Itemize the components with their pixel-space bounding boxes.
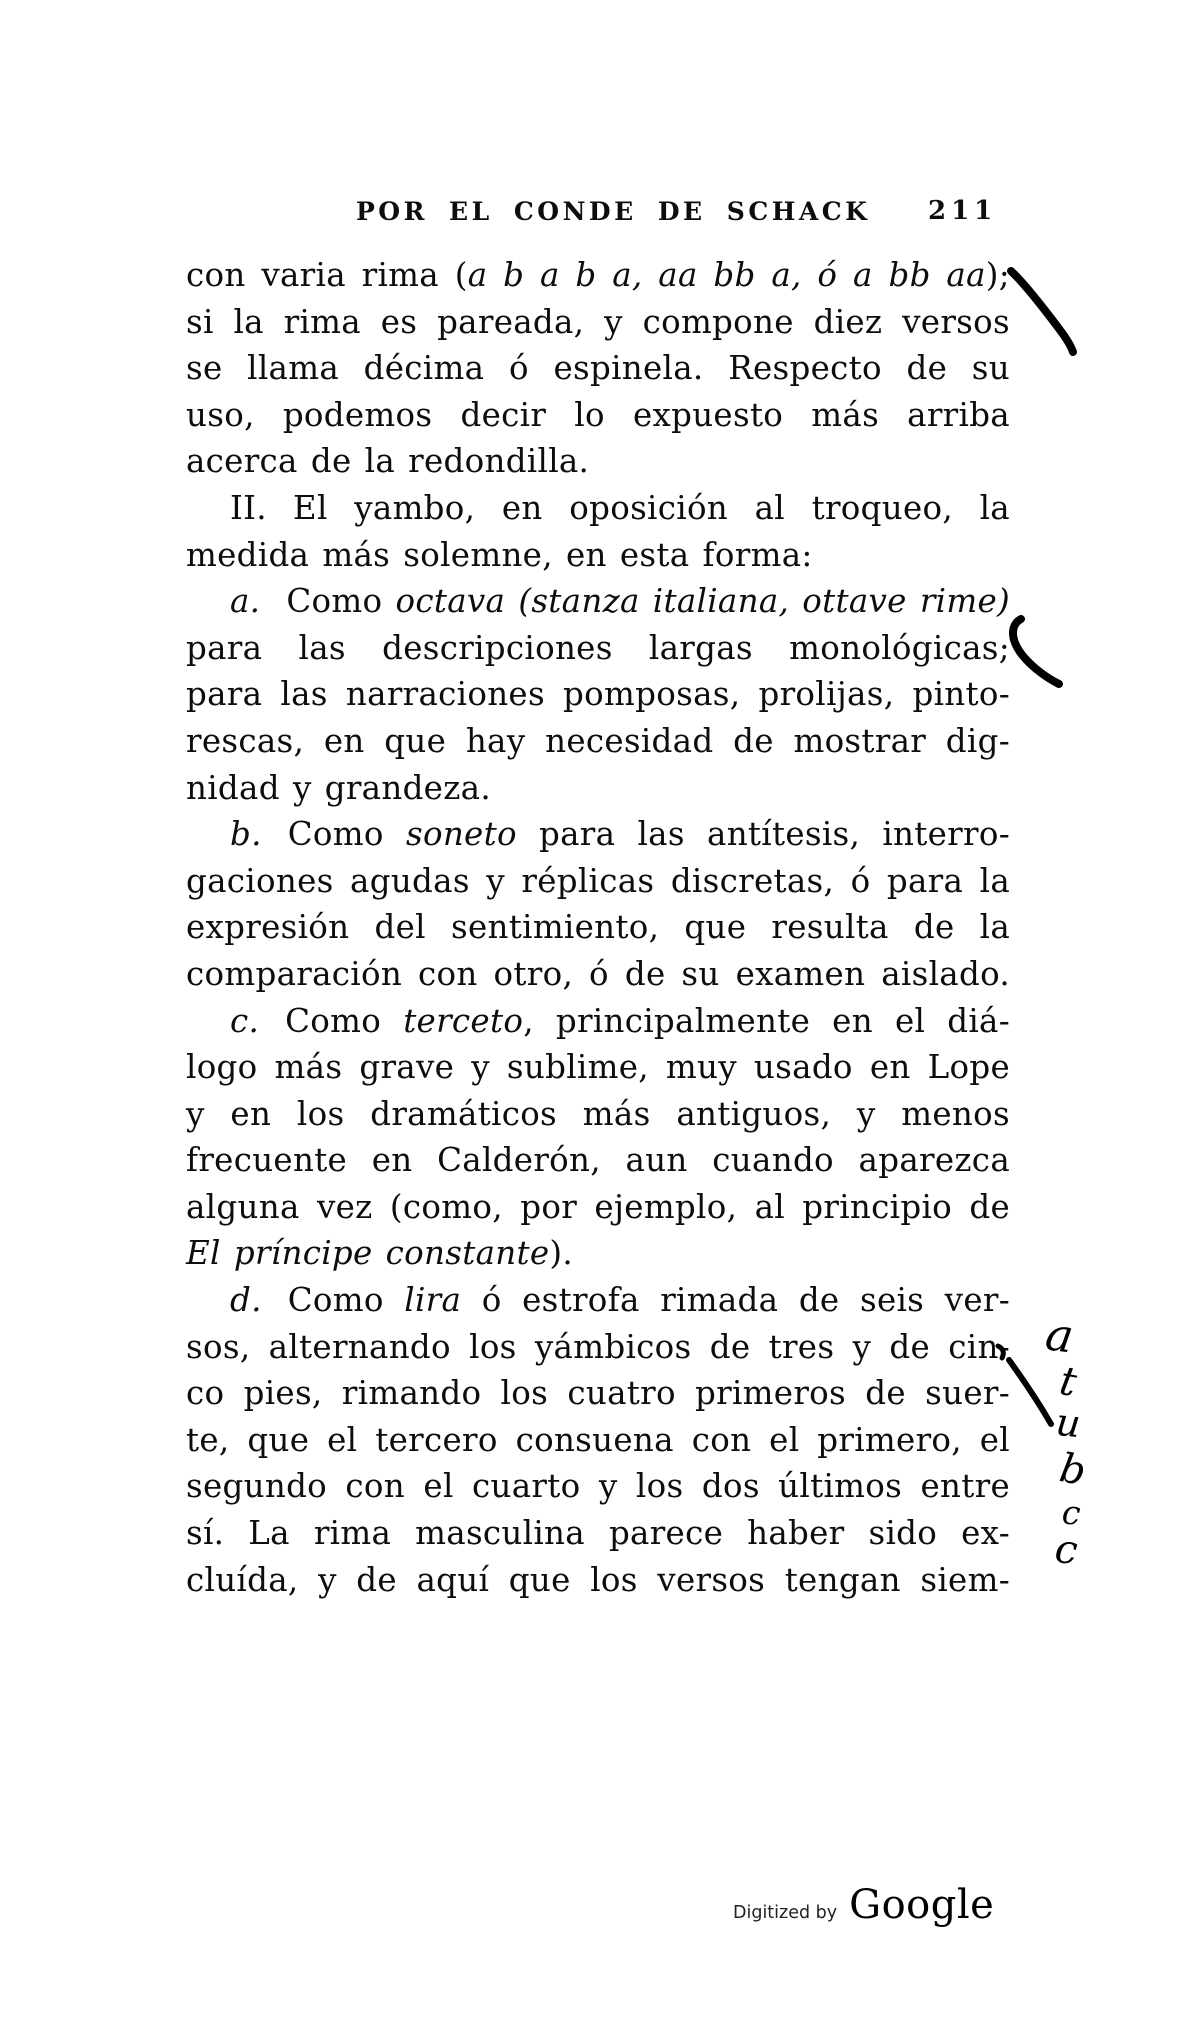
text-segment: sí. La rima masculina parece haber sido ex-	[186, 1514, 1010, 1553]
text-line	[186, 625, 1010, 672]
handwritten-letter: c	[1052, 1525, 1080, 1575]
text-segment: comparación con otro, ó de su examen aislado.	[186, 954, 1010, 993]
text-line	[186, 345, 1010, 392]
handwritten-letter: a	[1042, 1306, 1078, 1364]
text-line	[186, 858, 1010, 905]
text-segment: ).	[549, 1234, 574, 1273]
text-segment: segundo con el cuarto y los dos últimos entre	[186, 1467, 1010, 1506]
digitized-by-label: Digitized by	[733, 1903, 838, 1923]
text-line	[186, 671, 1010, 718]
text-line	[186, 1277, 1010, 1324]
text-segment: medida más solemne, en esta forma:	[186, 535, 813, 574]
text-segment: co pies, rimando los cuatro primeros de suer-	[186, 1374, 1010, 1413]
text-segment: y en los dramáticos más antiguos, y menos	[186, 1094, 1010, 1133]
italic-text-segment: a.	[230, 582, 261, 621]
italic-text-segment: c.	[230, 1001, 260, 1040]
text-line	[186, 532, 1010, 579]
text-line	[186, 252, 1010, 299]
text-segment: gaciones agudas y réplicas discretas, ó para la	[186, 861, 1010, 900]
body-text-block	[186, 252, 1010, 1603]
text-segment: expresión del sentimiento, que resulta de la	[186, 908, 1010, 947]
handwritten-letter: t	[1056, 1357, 1080, 1407]
text-segment: logo más grave y sublime, muy usado en Lope	[186, 1048, 1010, 1087]
text-line	[186, 1417, 1010, 1464]
text-segment: ó estrofa rimada de seis ver-	[461, 1281, 1010, 1320]
footer	[733, 1882, 994, 1928]
text-segment: si la rima es pareada, y compone diez versos	[186, 302, 1010, 341]
text-segment: frecuente en Calderón, aun cuando aparezca	[186, 1141, 1010, 1180]
italic-text-segment: soneto	[405, 815, 517, 854]
text-line	[186, 1137, 1010, 1184]
text-segment: El yambo, en oposición al troqueo, la	[292, 488, 1010, 527]
italic-text-segment: El príncipe constante	[186, 1234, 550, 1273]
text-segment: );	[985, 256, 1011, 294]
text-segment: nidad y grandeza.	[186, 768, 491, 807]
text-line	[186, 1463, 1010, 1510]
text-line	[186, 1044, 1010, 1091]
handwritten-letter: c	[1060, 1492, 1082, 1533]
google-logo: Google	[849, 1882, 995, 1928]
handwritten-letter: b	[1056, 1445, 1090, 1495]
text-segment: para las narraciones pomposas, prolijas, pinto-	[186, 675, 1010, 714]
text-line	[186, 811, 1010, 858]
text-segment: Como	[286, 582, 396, 621]
text-segment: para las antítesis, interro-	[516, 815, 1010, 854]
text-line	[186, 1091, 1010, 1138]
text-segment: , principalmente en el diá-	[523, 1001, 1010, 1040]
text-line	[186, 1230, 1010, 1277]
text-segment: uso, podemos decir lo expuesto más arriba	[186, 395, 1010, 434]
text-line	[186, 1184, 1010, 1231]
text-line	[186, 718, 1010, 765]
text-line	[186, 904, 1010, 951]
text-segment: rescas, en que hay necesidad de mostrar dig-	[186, 721, 1010, 760]
text-line	[186, 578, 1010, 625]
text-line	[186, 998, 1010, 1045]
text-line	[186, 951, 1010, 998]
handwritten-letter: u	[1053, 1399, 1083, 1447]
pen-stroke-middle	[1013, 619, 1059, 684]
text-segment: con varia rima (	[186, 256, 468, 294]
text-line	[186, 1557, 1010, 1604]
text-segment: se llama décima ó espinela. Respecto de su	[186, 349, 1010, 388]
italic-text-segment: octava (stanza italiana, ottave rime)	[395, 582, 1011, 621]
italic-text-segment: b.	[230, 815, 262, 854]
text-segment: II.	[230, 488, 267, 527]
text-line	[186, 438, 1010, 485]
text-line	[186, 1324, 1010, 1371]
text-line	[186, 299, 1010, 346]
page-number: 211	[928, 196, 998, 226]
text-line	[186, 1510, 1010, 1557]
text-segment: sos, alternando los yámbicos de tres y de cin-	[186, 1327, 1010, 1366]
text-line	[186, 1370, 1010, 1417]
text-line	[186, 392, 1010, 439]
italic-text-segment: lira	[404, 1281, 462, 1320]
italic-text-segment: terceto	[403, 1001, 524, 1040]
italic-text-segment: a b a b a, aa bb a, ó a bb aa	[467, 256, 986, 294]
text-segment: cluída, y de aquí que los versos tengan siem-	[186, 1560, 1010, 1599]
pen-stroke-top	[1011, 271, 1073, 352]
italic-text-segment: d.	[230, 1281, 262, 1320]
text-segment: Como	[287, 815, 406, 854]
text-line	[186, 765, 1010, 812]
text-segment: para las descripciones largas monológicas;	[186, 628, 1010, 667]
text-segment: acerca de la redondilla.	[186, 442, 590, 481]
text-segment: Como	[285, 1001, 404, 1040]
text-segment: Como	[287, 1281, 405, 1320]
text-segment: alguna vez (como, por ejemplo, al principio de	[186, 1187, 1010, 1226]
text-line	[186, 485, 1010, 532]
running-header-title: POR EL CONDE DE SCHACK	[356, 197, 871, 226]
text-segment: te, que el tercero consuena con el primero, el	[186, 1420, 1010, 1459]
pen-stroke-bottom	[1009, 1360, 1051, 1424]
